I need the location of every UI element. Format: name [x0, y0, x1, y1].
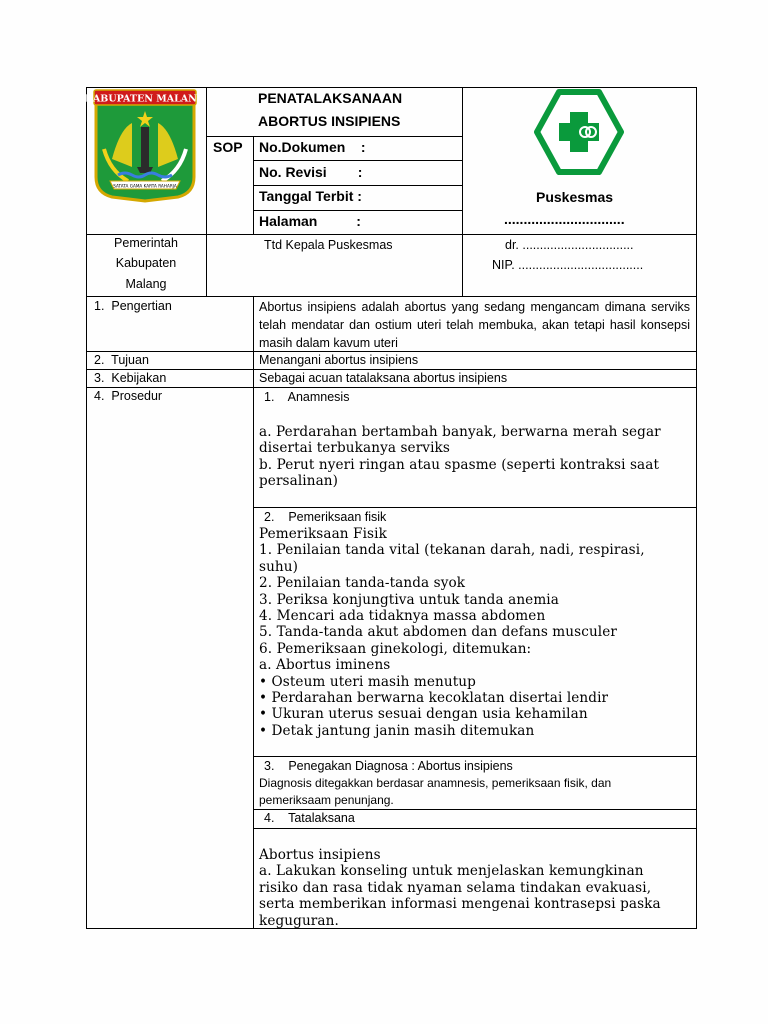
- list-item: persalinan): [259, 473, 339, 490]
- list-item: 2. Penilaian tanda-tanda syok: [259, 575, 466, 592]
- anamnesis-heading: 1. Anamnesis: [264, 390, 350, 404]
- diagnosa-line-1: Diagnosis ditegakkan berdasar anamnesis, pemeriksaan fisik, dan: [259, 776, 612, 790]
- svg-text:KABUPATEN MALANG: KABUPATEN MALANG: [85, 93, 205, 105]
- list-item: a. Abortus iminens: [259, 657, 391, 674]
- list-item: a. Perdarahan bertambah banyak, berwarna merah segar: [259, 424, 661, 440]
- diagnosa-line-2: pemeriksaam penunjang.: [259, 793, 394, 807]
- table-border: [206, 87, 207, 297]
- ttd-kepala-puskesmas: Ttd Kepala Puskesmas: [264, 238, 393, 252]
- table-border: [86, 87, 87, 929]
- list-item: • Detak jantung janin masih ditemukan: [259, 722, 535, 739]
- list-item: 5. Tanda-tanda akut abdomen dan defans musculer: [259, 624, 617, 641]
- list-item: • Osteum uteri masih menutup: [259, 673, 476, 690]
- table-border: [86, 369, 697, 370]
- table-border: [86, 387, 697, 388]
- document-title-line2: ABORTUS INSIPIENS: [258, 113, 401, 129]
- table-border: [253, 809, 697, 810]
- gov-line-1: Pemerintah: [114, 236, 178, 250]
- list-item: b. Perut nyeri ringan atau spasme (seperti kontraksi saat: [259, 456, 660, 473]
- list-item: serta memberikan informasi mengenai kontrasepsi paska: [259, 896, 661, 913]
- table-border: [253, 160, 462, 161]
- svg-text:SATATA GAMA KARTA RAHARJA: SATATA GAMA KARTA RAHARJA: [113, 183, 177, 189]
- list-item: risiko dan rasa tidak nyaman selama tindakan evakuasi,: [259, 879, 652, 896]
- pemeriksaan-heading: 2. Pemeriksaan fisik: [264, 510, 387, 524]
- field-no-dokumen: No.Dokumen :: [259, 139, 366, 155]
- list-item: a. Lakukan konseling untuk menjelaskan kemungkinan: [259, 863, 644, 880]
- table-border: [86, 234, 697, 235]
- tatalaksana-heading: 4. Tatalaksana: [264, 811, 355, 825]
- pemeriksaan-list: [259, 526, 645, 739]
- list-item: 6. Pemeriksaan ginekologi, ditemukan:: [259, 640, 532, 657]
- list-item: Pemeriksaan Fisik: [259, 526, 387, 542]
- row-label-kebijakan: 3. Kebijakan: [94, 371, 167, 385]
- row-label-tujuan: 2. Tujuan: [94, 353, 149, 367]
- list-item: 4. Mencari ada tidaknya massa abdomen: [259, 608, 546, 625]
- list-item: • Ukuran uterus sesuai dengan usia kehamilan: [259, 706, 588, 723]
- table-border: [462, 87, 463, 297]
- document-title-line1: PENATALAKSANAAN: [258, 90, 403, 106]
- field-tanggal-terbit: Tanggal Terbit :: [259, 188, 362, 204]
- list-item: Abortus insipiens: [259, 847, 381, 863]
- list-item: keguguran.: [259, 912, 339, 929]
- list-item: • Perdarahan berwarna kecoklatan disertai lendir: [259, 690, 609, 707]
- table-border: [253, 210, 462, 211]
- list-item: 1. Penilaian tanda vital (tekanan darah, nadi, respirasi,: [259, 542, 645, 559]
- list-item: disertai terbukanya serviks: [259, 440, 450, 457]
- row-text-tujuan: Menangani abortus insipiens: [259, 353, 419, 367]
- tatalaksana-list: [259, 847, 661, 929]
- puskesmas-label: Puskesmas: [536, 189, 614, 205]
- table-border: [253, 756, 697, 757]
- table-border: [253, 507, 697, 508]
- gov-line-2: Kabupaten: [115, 256, 177, 270]
- diagnosa-heading: 3. Penegakan Diagnosa : Abortus insipiens: [264, 759, 513, 773]
- table-border: [253, 828, 697, 829]
- table-border: [206, 136, 462, 137]
- table-border: [253, 136, 254, 235]
- row-text-kebijakan: Sebagai acuan tatalaksana abortus insipiens: [259, 371, 508, 385]
- dr-signature-line: dr. ................................: [505, 238, 634, 252]
- table-border: [86, 296, 697, 297]
- puskesmas-logo: [533, 88, 625, 176]
- list-item: suhu): [259, 558, 299, 575]
- row-label-pengertian: 1. Pengertian: [94, 299, 172, 313]
- sop-label: SOP: [213, 139, 243, 155]
- anamnesis-list: [259, 424, 661, 490]
- gov-line-3: Malang: [125, 277, 167, 291]
- puskesmas-name-dots: ...............................: [504, 211, 625, 227]
- row-label-prosedur: 4. Prosedur: [94, 389, 163, 403]
- list-item: 3. Periksa konjungtiva untuk tanda anemia: [259, 591, 559, 608]
- table-border: [253, 185, 462, 186]
- nip-line: NIP. ....................................: [492, 258, 644, 272]
- table-border: [696, 87, 697, 929]
- table-border: [253, 296, 254, 929]
- field-no-revisi: No. Revisi :: [259, 164, 363, 180]
- kabupaten-malang-emblem: [85, 89, 205, 202]
- row-text-pengertian: Abortus insipiens adalah abortus yang sedang mengancam dimana serviks telah mendatar dan ostium uteri telah membuka, akan tetapi hasil konsepsi masih dalam kavum uteri: [259, 300, 690, 350]
- field-halaman: Halaman :: [259, 213, 361, 229]
